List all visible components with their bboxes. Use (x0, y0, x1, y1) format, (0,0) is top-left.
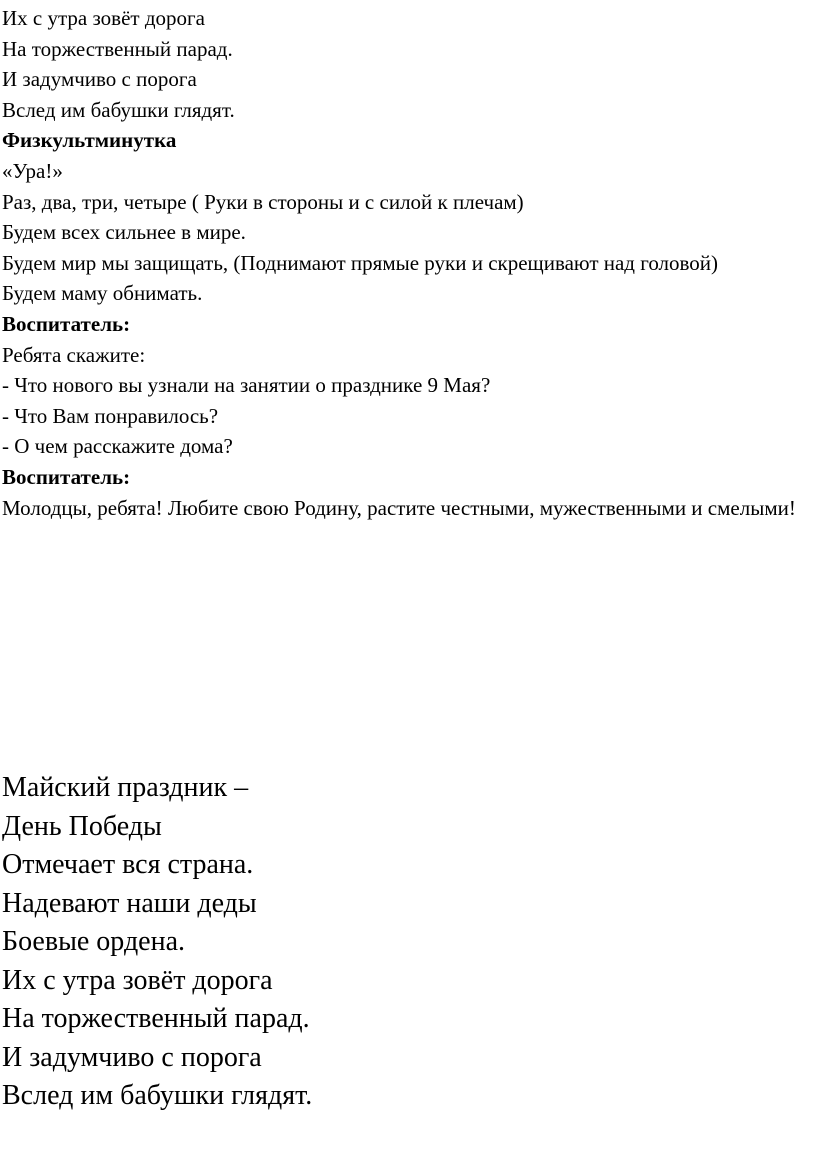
victory-day-poem (2, 769, 814, 1116)
lesson-text (2, 3, 814, 523)
exercise-line: Раз, два, три, четыре ( Руки в стороны и с силой к плечам) (2, 189, 524, 214)
poem-line: Надевают наши деды (2, 887, 257, 919)
poem-continuation-line: И задумчиво с порога (2, 67, 197, 92)
teacher-label: Воспитатель: (2, 311, 131, 336)
exercise-line: Будем всех сильнее в мире. (2, 220, 246, 245)
poem-line: На торжественный парад. (2, 1003, 310, 1034)
poem-line: Боевые ордена. (2, 926, 186, 957)
poem-line: И задумчиво с порога (2, 1041, 262, 1073)
fizkult-heading: Физкультминутка (2, 128, 177, 153)
question-line: - О чем расскажите дома? (2, 434, 233, 459)
questions-intro: Ребята скажите: (2, 342, 146, 367)
question-line: - Что Вам понравилось? (2, 403, 219, 428)
question-line: - Что нового вы узнали на занятии о празднике 9 Мая? (2, 373, 491, 398)
poem-line: День Победы (2, 810, 162, 842)
poem-continuation-line: Вслед им бабушки глядят. (2, 97, 235, 122)
poem-line: Их с утра зовёт дорога (2, 964, 273, 996)
exercise-line: Будем мир мы защищать, (Поднимают прямые руки и скрещивают над головой) (2, 250, 719, 275)
poem-line: Отмечает вся страна. (2, 849, 254, 880)
exercise-title: «Ура!» (2, 158, 63, 183)
closing-text: Молодцы, ребята! Любите свою Родину, растите честными, мужественными и смелыми! (2, 495, 796, 520)
teacher-label: Воспитатель: (2, 464, 131, 489)
poem-line: Вслед им бабушки глядят. (2, 1080, 313, 1111)
poem-continuation-line: Их с утра зовёт дорога (2, 6, 205, 30)
poem-line: Майский праздник – (2, 772, 249, 803)
exercise-line: Будем маму обнимать. (2, 281, 203, 306)
poem-continuation-line: На торжественный парад. (2, 36, 233, 61)
